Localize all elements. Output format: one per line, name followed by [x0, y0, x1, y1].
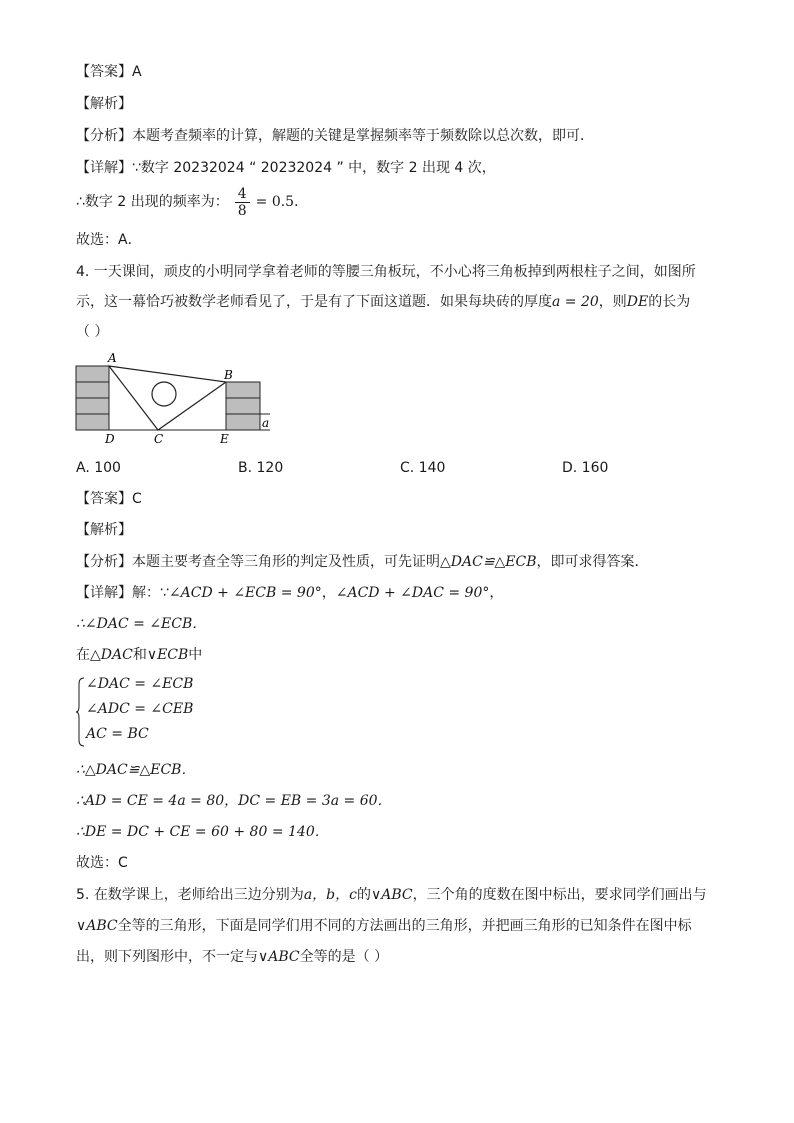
q5-line3-text-a: 出，则下列图形中，不一定与	[76, 949, 258, 965]
q4-stem-line2	[76, 292, 690, 312]
q3-fraction	[235, 186, 250, 219]
q4-step1: ∴∠DAC = ∠ECB．	[76, 616, 207, 632]
q3-answer: 【答案】A	[76, 64, 142, 80]
triangle-board	[109, 366, 226, 430]
q4-condition-1: ∠DAC = ∠ECB	[86, 676, 194, 692]
q4-in-math1: △DAC	[90, 647, 133, 663]
q3-frequency-line	[76, 184, 308, 220]
q5-line2	[76, 916, 692, 936]
q5-line1	[76, 885, 707, 905]
q3-frac-den: 8	[237, 202, 247, 219]
q4-detail-text: 【详解】解：∵	[76, 585, 169, 601]
q5-line2-math: ∨ABC	[76, 918, 118, 934]
q4-detail-math1: ∠ACD + ∠ECB = 90°	[168, 585, 322, 601]
label-e-point: E	[220, 432, 229, 446]
q4-detail-math2: ∠ACD + ∠DAC = 90°	[335, 585, 490, 601]
q3-freq-suffix: = 0.5．	[255, 194, 309, 210]
q4-in-triangles	[76, 645, 202, 665]
q5-line3-text-b: 全等的是（ ）	[299, 949, 389, 965]
q4-stem-math-a: a = 20	[552, 294, 599, 310]
q4-step3-b: ，DC = EB = 3a = 60．	[224, 793, 392, 809]
q5-line1-text-c: ，三个角的度数在图中标出，要求同学们画出与	[412, 887, 707, 903]
q5-line3-math: ∨ABC	[258, 949, 300, 965]
q3-frac-num: 4	[235, 186, 250, 203]
q3-analysis-tag: 【解析】	[76, 96, 132, 112]
label-d-point: D	[105, 432, 115, 446]
q5-line3	[76, 947, 388, 967]
q4-option-a: A. 100	[76, 460, 121, 476]
q5-line2-text: 全等的三角形，下面是同学们用不同的方法画出的三角形，并把画三角形的已知条件在图中标	[117, 918, 692, 934]
q4-option-c: C. 140	[400, 460, 446, 476]
q4-choose: 故选：C	[76, 855, 128, 871]
left-pillar	[76, 366, 109, 430]
q4-detail-end: ，	[489, 585, 504, 601]
q4-figure	[74, 348, 274, 446]
q4-fenxi-math: △DAC≌△ECB	[440, 554, 537, 570]
q4-option-b: B. 120	[238, 460, 284, 476]
q4-step3-a: ∴AD = CE = 4a = 80	[76, 793, 225, 809]
q3-fenxi: 【分析】本题考查频率的计算，解题的关键是掌握频率等于频数除以总次数，即可．	[76, 128, 594, 144]
label-b-point: B	[224, 368, 233, 382]
q4-step3	[76, 791, 392, 811]
q4-fenxi-text-a: 【分析】本题主要考查全等三角形的判定及性质，可先证明	[76, 554, 440, 570]
q4-stem-text-b: ，则	[598, 294, 627, 310]
q3-choose: 故选：A．	[76, 232, 142, 248]
q4-condition-system	[76, 676, 216, 748]
q4-step4: ∴DE = DC + CE = 60 + 80 = 140．	[76, 824, 329, 840]
q3-detail: 【详解】∵数字 20232024 “ 20232024 ” 中，数字 2 出现 4 次，	[76, 160, 496, 176]
q3-freq-prefix: ∴数字 2 出现的频率为：	[76, 194, 229, 210]
q4-in-text-b: 和	[132, 647, 147, 663]
q4-fenxi-text-b: ，即可求得答案．	[536, 554, 649, 570]
q4-detail	[76, 583, 503, 603]
q4-stem-text-a: 示，这一幕恰巧被数学老师看见了，于是有了下面这道题．如果每块砖的厚度	[76, 294, 552, 310]
label-a-thickness: a	[262, 416, 270, 430]
q4-detail-sep: ，	[321, 585, 336, 601]
q4-answer: 【答案】C	[76, 491, 142, 507]
q4-condition-3: AC = BC	[86, 726, 149, 742]
q4-condition-2: ∠ADC = ∠CEB	[86, 701, 194, 717]
q4-in-text-c: 中	[188, 647, 203, 663]
q4-analysis-tag: 【解析】	[76, 522, 132, 538]
q4-in-text-a: 在	[76, 647, 90, 663]
q5-line1-text-a: 5. 在数学课上，老师给出三边分别为	[76, 887, 304, 903]
label-c-point: C	[154, 432, 164, 446]
q5-line1-text-b: 的	[356, 887, 371, 903]
q4-option-d: D. 160	[562, 460, 609, 476]
left-brace	[76, 676, 86, 748]
q4-stem-math-de: DE	[626, 294, 649, 310]
q5-line1-math2: ∨ABC	[370, 887, 413, 903]
q4-step2: ∴△DAC≌△ECB．	[76, 762, 196, 778]
q4-stem-line1: 4. 一天课间，顽皮的小明同学拿着老师的等腰三角板玩，不小心将三角板掉到两根柱子之间，如图所	[76, 264, 696, 280]
q5-line1-math: a，b，c	[303, 887, 357, 903]
q4-stem-text-c: 的长为	[648, 294, 691, 310]
q4-fenxi	[76, 552, 649, 572]
q4-paren: （ ）	[76, 324, 109, 340]
right-pillar	[226, 382, 260, 430]
label-a-point: A	[108, 351, 117, 365]
q4-in-math2: ∨ECB	[146, 647, 189, 663]
triangle-hole	[152, 382, 176, 406]
